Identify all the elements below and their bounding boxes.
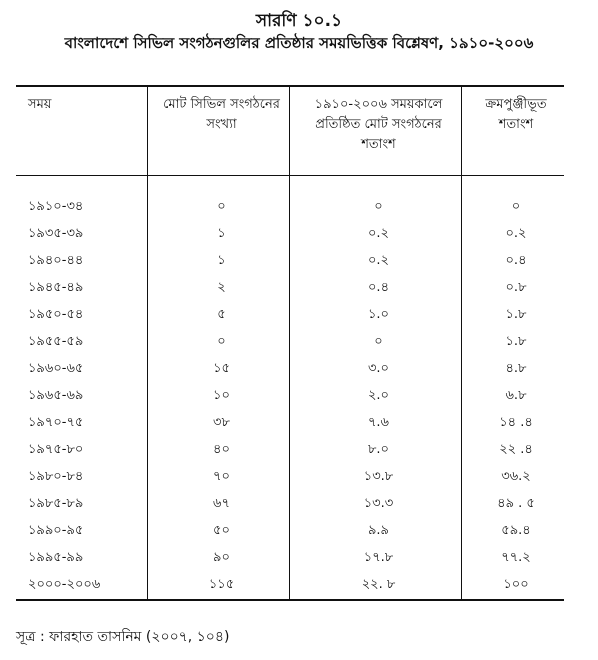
period-cell: ১৯৯৫-৯৯ xyxy=(16,545,148,572)
table-row xyxy=(16,437,564,464)
count-cell: ১ xyxy=(148,248,290,275)
table-spacer-row xyxy=(16,176,564,194)
percent-cell: ০ xyxy=(290,194,462,221)
count-cell: ১ xyxy=(148,221,290,248)
cumulative-cell: ৬.৮ xyxy=(505,388,527,403)
percent-cell: ৯.৯ xyxy=(290,518,462,545)
percent-cell: ২২. ৮ xyxy=(290,572,462,599)
header-cumulative-percentage: ক্রমপুঞ্জীভূত শতাংশ xyxy=(485,97,547,132)
count-cell: ৬৭ xyxy=(148,491,290,518)
percent-cell: ৩.০ xyxy=(290,356,462,383)
table-row xyxy=(16,545,564,572)
percent-cell: ৭.৬ xyxy=(290,410,462,437)
percent-cell: ০.২ xyxy=(290,221,462,248)
table-row xyxy=(16,383,564,410)
cumulative-cell: ৩৬.২ xyxy=(501,469,531,484)
table-row xyxy=(16,464,564,491)
period-cell: ১৯৭৫-৮০ xyxy=(16,437,148,464)
percent-cell: ১৩.৮ xyxy=(290,464,462,491)
cumulative-cell: ০.২ xyxy=(505,226,527,241)
percent-cell: ০.৪ xyxy=(290,275,462,302)
count-cell: ০ xyxy=(148,329,290,356)
cumulative-cell: ০.৪ xyxy=(505,253,527,268)
period-cell: ১৯৮৫-৮৯ xyxy=(16,491,148,518)
cumulative-cell: ৭৭.২ xyxy=(501,550,531,565)
cumulative-cell: ০.৮ xyxy=(505,280,527,295)
table-row xyxy=(16,410,564,437)
percent-cell: ১.০ xyxy=(290,302,462,329)
cumulative-cell: ১.৮ xyxy=(505,307,527,322)
percent-cell: ৮.০ xyxy=(290,437,462,464)
count-cell: ২ xyxy=(148,275,290,302)
count-cell: ৭০ xyxy=(148,464,290,491)
table-row xyxy=(16,572,564,599)
cumulative-cell: ১.৮ xyxy=(505,334,527,349)
table-row xyxy=(16,275,564,302)
period-cell: ১৯৮০-৮৪ xyxy=(16,464,148,491)
spacer-cell xyxy=(16,176,148,194)
percent-cell: ১৭.৮ xyxy=(290,545,462,572)
count-cell: ৫ xyxy=(148,302,290,329)
count-cell: ৫০ xyxy=(148,518,290,545)
cumulative-cell: ০ xyxy=(511,199,521,214)
table-title: বাংলাদেশে সিভিল সংগঠনগুলির প্রতিষ্ঠার সময়ভিত্তিক বিশ্লেষণ, ১৯১০-২০০৬ xyxy=(64,34,534,52)
period-cell: ১৯৬০-৬৫ xyxy=(16,356,148,383)
percent-cell: ০.২ xyxy=(290,248,462,275)
period-cell: ২০০০-২০০৬ xyxy=(16,572,148,599)
count-cell: ০ xyxy=(148,194,290,221)
period-cell: ১৯৭০-৭৫ xyxy=(16,410,148,437)
period-cell: ১৯৩৫-৩৯ xyxy=(16,221,148,248)
table-number: সারণি ১০.১ xyxy=(255,11,343,31)
spacer-cell xyxy=(148,176,290,194)
table-header-row xyxy=(16,87,564,175)
period-cell: ১৯৯০-৯৫ xyxy=(16,518,148,545)
cumulative-cell: ২২ .৪ xyxy=(499,442,533,457)
data-table xyxy=(16,85,564,601)
table-row xyxy=(16,221,564,248)
period-cell: ১৯১০-৩৪ xyxy=(16,194,148,221)
cumulative-cell: ১০০ xyxy=(503,577,529,592)
cumulative-cell: ৫৯.৪ xyxy=(501,523,531,538)
percent-cell: ০ xyxy=(290,329,462,356)
period-cell: ১৯৬৫-৬৯ xyxy=(16,383,148,410)
table-row xyxy=(16,518,564,545)
table-row xyxy=(16,302,564,329)
table-caption xyxy=(0,10,598,54)
source-note: সূত্র : ফারহাত তাসনিম (২০০৭, ১০৪) xyxy=(16,629,230,645)
period-cell: ১৯৪৫-৪৯ xyxy=(16,275,148,302)
table-row xyxy=(16,491,564,518)
count-cell: ১৫ xyxy=(148,356,290,383)
spacer-cell xyxy=(290,176,462,194)
header-percentage: ১৯১০-২০০৬ সময়কালে প্রতিষ্ঠিত মোট সংগঠনের শতাংশ xyxy=(290,87,462,175)
cumulative-cell: ৪.৮ xyxy=(505,361,527,376)
count-cell: ৯০ xyxy=(148,545,290,572)
header-total-organizations: মোট সিভিল সংগঠনের সংখ্যা xyxy=(148,87,290,175)
count-cell: ৪০ xyxy=(148,437,290,464)
header-period: সময় xyxy=(16,87,148,175)
period-cell: ১৯৫০-৫৪ xyxy=(16,302,148,329)
period-cell: ১৯৫৫-৫৯ xyxy=(16,329,148,356)
table-row xyxy=(16,194,564,221)
table-row xyxy=(16,329,564,356)
table-row xyxy=(16,356,564,383)
cumulative-cell: ৪৯ . ৫ xyxy=(497,496,535,511)
count-cell: ৩৮ xyxy=(148,410,290,437)
count-cell: ১০ xyxy=(148,383,290,410)
table-row xyxy=(16,248,564,275)
cumulative-cell: ১৪ .৪ xyxy=(499,415,533,430)
spacer-cell xyxy=(462,176,564,194)
percent-cell: ১৩.৩ xyxy=(290,491,462,518)
count-cell: ১১৫ xyxy=(148,572,290,599)
period-cell: ১৯৪০-৪৪ xyxy=(16,248,148,275)
percent-cell: ২.০ xyxy=(290,383,462,410)
